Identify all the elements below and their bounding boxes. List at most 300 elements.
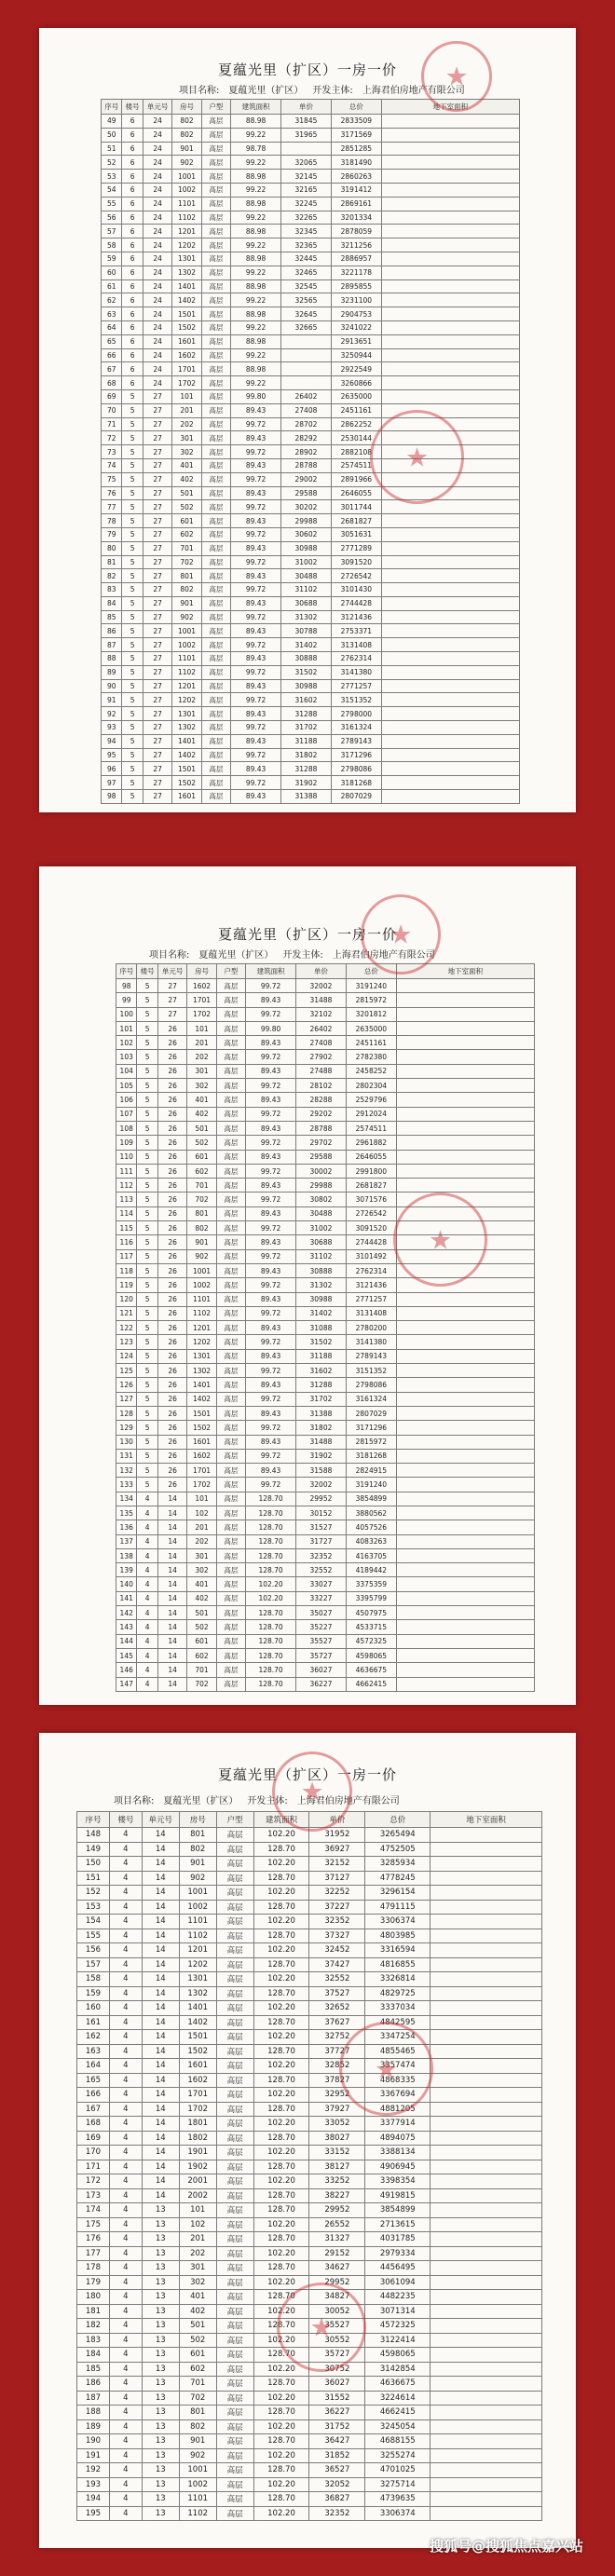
table-cell: 51 <box>102 142 122 156</box>
table-cell: 802 <box>172 115 201 129</box>
table-cell: 13 <box>142 2348 179 2363</box>
table-cell: 4 <box>109 2015 142 2030</box>
table-cell: 29588 <box>281 486 332 500</box>
table-cell: 26 <box>157 1021 186 1035</box>
table-cell: 2762314 <box>346 1263 396 1277</box>
table-cell: 1402 <box>172 748 201 762</box>
table-cell: 168 <box>77 2117 110 2132</box>
table-cell: 4 <box>109 2434 142 2449</box>
table-cell <box>381 307 519 321</box>
table-cell: 27 <box>143 610 171 624</box>
table-cell: 163 <box>77 2044 110 2059</box>
table-cell: 4662415 <box>365 2406 430 2420</box>
table-cell <box>430 2044 542 2059</box>
table-cell: 高层 <box>216 1520 245 1534</box>
column-header: 单价 <box>296 964 347 979</box>
table-cell: 4 <box>137 1548 157 1562</box>
table-cell: 14 <box>142 1857 179 1872</box>
table-cell: 1102 <box>179 1929 216 1943</box>
table-cell: 33027 <box>296 1577 347 1591</box>
table-cell: 2798086 <box>331 762 381 776</box>
table-cell: 150 <box>77 1857 110 1872</box>
table-cell: 99.72 <box>246 1136 296 1150</box>
table-cell: 65 <box>102 334 122 348</box>
table-cell: 501 <box>187 1606 216 1620</box>
table-cell: 31088 <box>296 1321 347 1335</box>
table-cell: 5 <box>122 652 143 666</box>
table-row <box>102 197 520 211</box>
table-cell: 88.98 <box>231 115 281 129</box>
table-cell: 72 <box>102 431 122 445</box>
table-cell: 31188 <box>296 1349 347 1363</box>
table-cell: 27 <box>143 707 171 721</box>
table-cell: 高层 <box>216 1915 253 1929</box>
table-cell: 4778245 <box>365 1871 430 1886</box>
table-cell: 26 <box>157 1235 186 1249</box>
table-cell: 14 <box>142 2102 179 2117</box>
table-header-row <box>77 1812 542 1828</box>
table-row <box>102 376 520 390</box>
table-cell: 2882108 <box>331 445 381 459</box>
table-cell: 高层 <box>216 1249 245 1263</box>
table-row <box>77 2203 542 2218</box>
table-cell <box>381 734 519 748</box>
table-cell: 高层 <box>216 1221 245 1235</box>
table-cell: 111 <box>116 1164 137 1178</box>
table-cell <box>381 514 519 528</box>
table-cell: 89.43 <box>231 458 281 472</box>
table-cell: 5 <box>137 1278 157 1292</box>
table-cell: 高层 <box>201 156 230 170</box>
table-cell: 89.43 <box>246 1093 296 1107</box>
table-cell <box>396 1021 534 1035</box>
table-cell: 902 <box>179 2448 216 2463</box>
table-cell: 99.72 <box>246 1278 296 1292</box>
table-cell: 67 <box>102 362 122 376</box>
table-cell: 27 <box>143 555 171 569</box>
table-cell: 高层 <box>216 1036 245 1050</box>
table-cell: 102 <box>179 2217 216 2232</box>
table-cell: 3161324 <box>346 1392 396 1406</box>
table-row <box>116 1364 535 1378</box>
table-cell: 88.98 <box>231 307 281 321</box>
table-cell: 4 <box>109 2261 142 2276</box>
table-cell: 98 <box>116 979 137 993</box>
table-cell <box>381 486 519 500</box>
table-cell: 89.43 <box>246 1349 296 1363</box>
table-cell: 1501 <box>187 1406 216 1420</box>
table-cell <box>396 1492 534 1506</box>
table-cell <box>430 2275 542 2290</box>
table-cell: 27 <box>143 790 171 804</box>
table-row <box>102 638 520 652</box>
table-cell: 4 <box>109 2102 142 2117</box>
table-cell: 高层 <box>216 1406 245 1420</box>
table-cell: 高层 <box>201 500 230 514</box>
table-cell: 102.20 <box>253 2275 309 2290</box>
table-cell: 27 <box>143 721 171 735</box>
table-cell: 31852 <box>309 2448 365 2463</box>
table-cell: 26 <box>157 1050 186 1064</box>
table-row <box>77 2030 542 2045</box>
table-row <box>116 1464 535 1478</box>
table-cell: 53 <box>102 170 122 184</box>
table-cell <box>430 2463 542 2478</box>
table-cell: 高层 <box>216 2477 253 2492</box>
table-cell: 27 <box>143 652 171 666</box>
table-cell: 3141380 <box>346 1335 396 1349</box>
table-cell: 14 <box>142 2188 179 2203</box>
table-cell: 5 <box>122 610 143 624</box>
table-cell: 24 <box>143 307 171 321</box>
table-cell: 31902 <box>296 1449 347 1463</box>
table-cell: 高层 <box>216 1663 245 1677</box>
table-cell: 601 <box>187 1634 216 1648</box>
table-cell: 6 <box>122 142 143 156</box>
table-cell: 99.72 <box>231 638 281 652</box>
table-cell: 152 <box>77 1886 110 1901</box>
table-cell <box>430 1842 542 1857</box>
table-cell: 88.98 <box>231 362 281 376</box>
table-row <box>77 1900 542 1915</box>
table-cell: 3171296 <box>331 748 381 762</box>
table-cell: 62 <box>102 293 122 307</box>
table-row <box>116 1449 535 1463</box>
table-cell: 26402 <box>281 389 332 403</box>
table-cell: 182 <box>77 2319 110 2334</box>
table-row <box>77 2419 542 2434</box>
table-cell: 5 <box>122 734 143 748</box>
table-row <box>102 142 520 156</box>
table-row <box>102 541 520 555</box>
table-cell: 2912024 <box>346 1107 396 1121</box>
table-cell: 1102 <box>179 2506 216 2521</box>
table-cell: 80 <box>102 541 122 555</box>
table-row <box>116 1534 535 1548</box>
table-cell: 31952 <box>309 1828 365 1843</box>
table-cell: 401 <box>187 1577 216 1591</box>
table-row <box>116 1577 535 1591</box>
table-cell: 37627 <box>309 2015 365 2030</box>
table-cell: 4 <box>109 2463 142 2478</box>
table-cell: 3191412 <box>331 183 381 197</box>
table-cell: 2574511 <box>331 458 381 472</box>
table-cell: 99 <box>116 993 137 1007</box>
table-cell: 89.43 <box>246 1150 296 1164</box>
table-cell: 6 <box>122 376 143 390</box>
table-cell: 5 <box>137 1064 157 1078</box>
table-cell: 高层 <box>216 1107 245 1121</box>
table-cell: 2771257 <box>331 679 381 693</box>
table-cell: 83 <box>102 583 122 597</box>
table-cell: 3121436 <box>331 610 381 624</box>
table-cell <box>430 2059 542 2074</box>
table-cell: 89.43 <box>231 431 281 445</box>
table-cell: 高层 <box>201 734 230 748</box>
table-cell: 59 <box>102 252 122 266</box>
table-cell <box>430 1929 542 1943</box>
table-cell: 4 <box>137 1563 157 1577</box>
table-cell <box>381 721 519 735</box>
table-cell: 501 <box>179 2319 216 2334</box>
table-cell: 1102 <box>187 1306 216 1320</box>
table-cell: 202 <box>187 1534 216 1548</box>
table-cell: 高层 <box>201 638 230 652</box>
table-cell: 112 <box>116 1179 137 1193</box>
table-cell: 4 <box>137 1606 157 1620</box>
table-cell <box>396 1164 534 1178</box>
table-cell: 169 <box>77 2131 110 2146</box>
table-cell: 高层 <box>216 2348 253 2363</box>
table-cell: 5 <box>137 1093 157 1107</box>
table-cell: 162 <box>77 2030 110 2045</box>
table-cell: 5 <box>122 527 143 541</box>
table-cell: 31965 <box>281 128 332 142</box>
table-cell: 高层 <box>216 1957 253 1972</box>
table-cell: 37427 <box>309 1957 365 1972</box>
watermark: 搜狐号@搜狐焦点嘉兴站 <box>429 2538 583 2555</box>
table-cell: 4 <box>109 1986 142 2001</box>
table-cell: 1602 <box>187 1449 216 1463</box>
table-cell: 高层 <box>216 2319 253 2334</box>
table-cell: 6 <box>122 128 143 142</box>
table-cell: 32452 <box>309 1943 365 1958</box>
table-cell: 89.43 <box>246 1036 296 1050</box>
table-cell: 26 <box>157 1193 186 1206</box>
table-cell: 13 <box>142 2304 179 2319</box>
table-cell <box>396 993 534 1007</box>
table-cell: 4 <box>137 1634 157 1648</box>
table-cell: 26 <box>157 1478 186 1492</box>
table-cell: 1201 <box>172 225 201 239</box>
table-cell: 高层 <box>201 197 230 211</box>
table-cell: 1501 <box>172 762 201 776</box>
table-row <box>102 156 520 170</box>
table-cell: 32252 <box>309 1886 365 1901</box>
table-cell: 26 <box>157 1150 186 1164</box>
developer-name: 上海君伯房地产有限公司 <box>332 950 435 961</box>
table-cell: 4 <box>109 2275 142 2290</box>
table-cell <box>430 2362 542 2377</box>
table-cell: 99.72 <box>246 1306 296 1320</box>
table-cell: 101 <box>187 1021 216 1035</box>
table-row <box>102 569 520 583</box>
table-cell: 30988 <box>281 541 332 555</box>
table-cell: 6 <box>122 115 143 129</box>
table-cell: 5 <box>122 638 143 652</box>
table-cell: 302 <box>187 1563 216 1577</box>
table-cell: 32445 <box>281 252 332 266</box>
table-cell: 高层 <box>201 624 230 638</box>
table-cell: 32352 <box>309 2506 365 2521</box>
table-cell: 高层 <box>201 776 230 790</box>
table-cell: 160 <box>77 2001 110 2016</box>
table-row <box>116 1136 535 1150</box>
table-cell: 1101 <box>172 197 201 211</box>
table-cell: 1402 <box>172 293 201 307</box>
table-cell: 27 <box>143 500 171 514</box>
table-cell: 1901 <box>179 2146 216 2160</box>
table-cell: 高层 <box>201 320 230 334</box>
table-cell: 高层 <box>201 279 230 293</box>
table-cell: 27 <box>143 514 171 528</box>
table-cell: 181 <box>77 2304 110 2319</box>
table-cell: 3201334 <box>331 211 381 225</box>
table-cell: 1302 <box>187 1364 216 1378</box>
table-cell: 4 <box>109 1943 142 1958</box>
table-cell: 高层 <box>216 2030 253 2045</box>
table-cell: 61 <box>102 279 122 293</box>
table-cell: 33227 <box>296 1591 347 1605</box>
table-cell: 24 <box>143 115 171 129</box>
price-table <box>76 1811 542 2521</box>
column-header: 单元号 <box>143 100 171 115</box>
table-cell: 1101 <box>179 1915 216 1929</box>
table-cell: 14 <box>157 1606 186 1620</box>
project-name: 夏蕴光里（扩区） <box>228 86 304 96</box>
table-cell: 高层 <box>216 1857 253 1872</box>
table-cell: 89.43 <box>231 486 281 500</box>
table-cell: 3221178 <box>331 266 381 279</box>
table-cell: 153 <box>77 1900 110 1915</box>
table-cell: 高层 <box>201 721 230 735</box>
table-row <box>116 1164 535 1178</box>
table-cell: 89.43 <box>231 762 281 776</box>
table-cell: 202 <box>179 2246 216 2261</box>
table-row <box>77 2348 542 2363</box>
table-cell <box>396 1179 534 1193</box>
table-cell: 高层 <box>216 1478 245 1492</box>
table-cell: 102.20 <box>253 2146 309 2160</box>
table-cell: 99.72 <box>246 979 296 993</box>
table-cell: 4 <box>137 1663 157 1677</box>
table-cell: 1201 <box>172 679 201 693</box>
table-cell: 27 <box>143 431 171 445</box>
table-cell: 99.72 <box>246 1335 296 1349</box>
table-cell <box>381 266 519 279</box>
table-cell: 81 <box>102 555 122 569</box>
table-row <box>77 2246 542 2261</box>
table-cell: 4 <box>137 1620 157 1634</box>
table-cell: 144 <box>116 1634 137 1648</box>
table-cell: 133 <box>116 1478 137 1492</box>
table-cell: 37227 <box>309 1900 365 1915</box>
table-cell <box>381 115 519 129</box>
table-cell: 3131408 <box>346 1306 396 1320</box>
table-cell: 高层 <box>216 1449 245 1463</box>
table-cell: 高层 <box>216 1886 253 1901</box>
table-row <box>102 115 520 129</box>
table-cell: 37527 <box>309 1986 365 2001</box>
table-cell: 29952 <box>296 1492 347 1506</box>
table-cell: 58 <box>102 239 122 252</box>
table-cell: 高层 <box>216 1164 245 1178</box>
table-cell: 171 <box>77 2160 110 2174</box>
table-cell: 140 <box>116 1577 137 1591</box>
table-cell: 301 <box>179 2261 216 2276</box>
table-cell: 128.70 <box>253 2188 309 2203</box>
table-cell: 2815972 <box>346 993 396 1007</box>
table-cell: 高层 <box>201 362 230 376</box>
table-row <box>102 279 520 293</box>
table-cell <box>381 583 519 597</box>
developer-label: 开发主体: <box>312 86 353 96</box>
table-cell: 高层 <box>216 2463 253 2478</box>
column-header: 地下室面积 <box>396 964 534 979</box>
table-cell: 27 <box>143 486 171 500</box>
column-header: 户型 <box>216 1812 253 1828</box>
table-cell <box>396 1548 534 1562</box>
table-cell: 38227 <box>309 2188 365 2203</box>
table-row <box>102 293 520 307</box>
table-cell <box>430 2304 542 2319</box>
table-cell: 27 <box>143 458 171 472</box>
table-cell: 802 <box>172 128 201 142</box>
table-cell: 37727 <box>309 2044 365 2059</box>
table-cell: 26 <box>157 1335 186 1349</box>
table-cell: 31502 <box>281 665 332 679</box>
table-cell: 99.22 <box>231 320 281 334</box>
table-cell: 102.20 <box>246 1577 296 1591</box>
table-row <box>116 1620 535 1634</box>
table-cell: 3231100 <box>331 293 381 307</box>
table-cell: 27408 <box>296 1036 347 1050</box>
table-cell: 901 <box>172 142 201 156</box>
table-cell: 1201 <box>187 1321 216 1335</box>
table-cell: 高层 <box>216 2232 253 2247</box>
table-cell: 99.72 <box>246 1478 296 1492</box>
table-cell: 96 <box>102 762 122 776</box>
table-cell <box>381 417 519 431</box>
table-cell: 30988 <box>296 1292 347 1306</box>
column-header: 总价 <box>331 100 381 115</box>
table-cell: 94 <box>102 734 122 748</box>
table-cell: 4 <box>109 1871 142 1886</box>
table-cell: 4 <box>137 1648 157 1662</box>
table-cell: 99.72 <box>231 665 281 679</box>
table-cell: 3141380 <box>331 665 381 679</box>
table-cell: 4189442 <box>346 1563 396 1577</box>
table-cell: 1101 <box>179 2492 216 2507</box>
table-cell: 1002 <box>179 2477 216 2492</box>
page-title: 夏蕴光里（扩区）一房一价 <box>217 926 397 943</box>
project-label: 项目名称: <box>149 950 190 961</box>
table-row <box>116 1193 535 1206</box>
table-cell: 32345 <box>281 225 332 239</box>
table-row <box>116 1007 535 1021</box>
table-row <box>116 1249 535 1263</box>
table-cell: 902 <box>179 1871 216 1886</box>
table-cell: 14 <box>157 1677 186 1691</box>
table-cell: 高层 <box>216 2001 253 2016</box>
table-cell: 302 <box>187 1079 216 1093</box>
table-cell: 31102 <box>296 1249 347 1263</box>
table-cell: 高层 <box>201 403 230 417</box>
table-cell: 3061094 <box>365 2275 430 2290</box>
table-cell <box>281 362 332 376</box>
table-cell <box>430 2377 542 2392</box>
table-cell: 89.43 <box>231 403 281 417</box>
project-name: 夏蕴光里（扩区） <box>163 1796 239 1806</box>
table-cell <box>396 1392 534 1406</box>
table-cell: 1701 <box>187 1464 216 1478</box>
table-cell: 5 <box>137 1263 157 1277</box>
table-cell: 高层 <box>201 307 230 321</box>
table-cell: 88.98 <box>231 170 281 184</box>
table-cell: 26552 <box>309 2217 365 2232</box>
table-cell: 38127 <box>309 2160 365 2174</box>
table-cell: 4 <box>137 1591 157 1605</box>
